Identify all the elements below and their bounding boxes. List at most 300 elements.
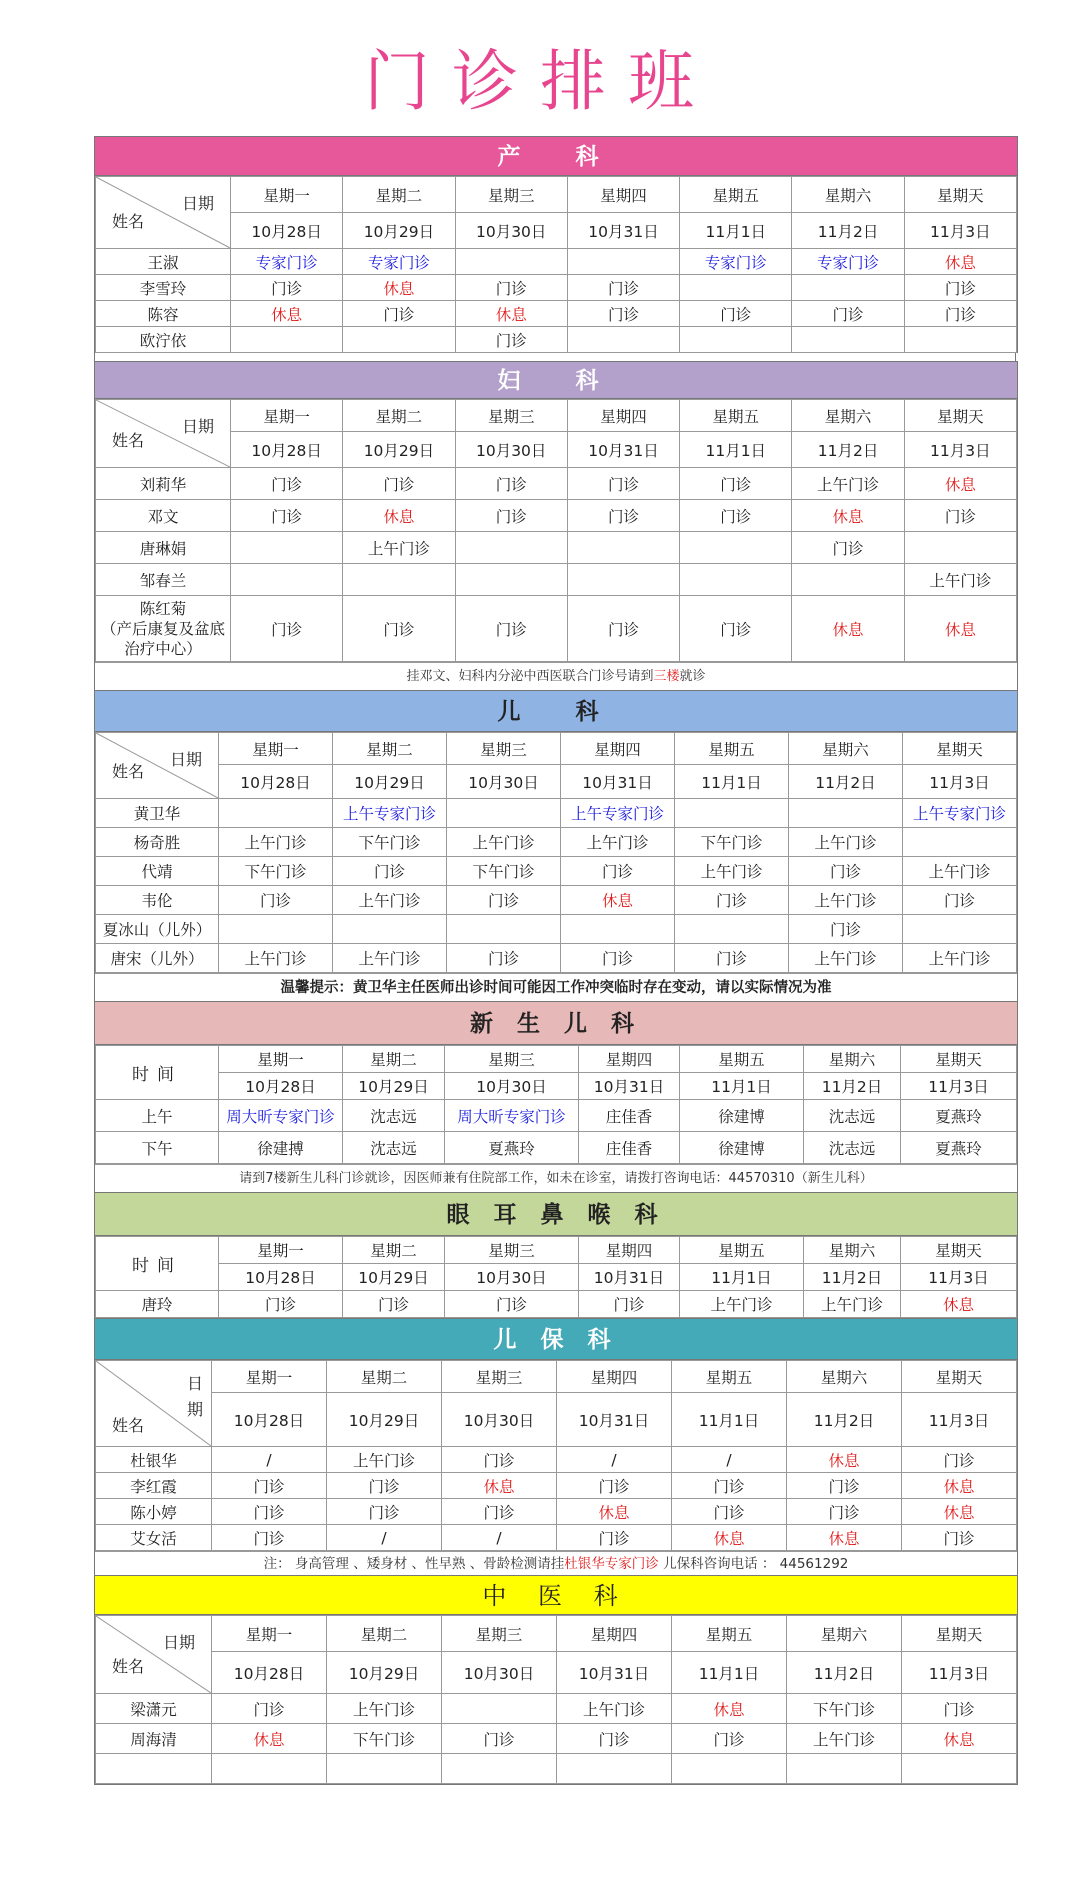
section-childcare: [94, 1318, 1018, 1575]
schedule-cell: [792, 327, 904, 353]
spacer: [94, 353, 1016, 361]
day-header: 星期五: [680, 1237, 804, 1264]
schedule-cell: 门诊: [557, 1473, 672, 1499]
schedule-cell: 上午门诊: [447, 828, 561, 857]
date-header: 11月2日: [792, 432, 904, 468]
date-header: 11月1日: [680, 1073, 804, 1100]
schedule-cell: 周大昕专家门诊: [219, 1100, 343, 1132]
schedule-cell: 上午专家门诊: [333, 799, 447, 828]
day-header: 星期二: [327, 1361, 442, 1393]
schedule-cell: 门诊: [680, 500, 792, 532]
day-header: 星期二: [343, 400, 455, 432]
pediatrics-note: 温馨提示：黄卫华主任医师出诊时间可能因工作冲突临时存在变动，请以实际情况为准: [95, 973, 1017, 1001]
schedule-cell: 门诊: [343, 1291, 445, 1318]
schedule-cell: 门诊: [343, 596, 455, 662]
schedule-cell: [455, 564, 567, 596]
section-neonatal: [94, 1001, 1018, 1192]
date-header: 11月3日: [902, 1393, 1017, 1447]
schedule-cell: [455, 249, 567, 275]
obstetrics-table: [95, 176, 1017, 353]
schedule-cell: 门诊: [219, 1291, 343, 1318]
table-row: [96, 564, 1017, 596]
schedule-cell: 休息: [231, 301, 343, 327]
doctor-name: 邓文: [96, 500, 231, 532]
day-header: 星期二: [343, 177, 455, 213]
schedule-cell: 休息: [792, 596, 904, 662]
note-highlight: 杜银华专家门诊: [564, 1556, 659, 1572]
schedule-cell: 休息: [343, 500, 455, 532]
date-header: 10月29日: [343, 432, 455, 468]
schedule-cell: [567, 327, 679, 353]
day-header: 星期三: [455, 177, 567, 213]
note-text: 就诊: [679, 669, 706, 684]
schedule-cell: /: [672, 1447, 787, 1473]
schedule-cell: [343, 327, 455, 353]
day-header: 星期五: [680, 400, 792, 432]
schedule-cell: [789, 799, 903, 828]
schedule-cell: 上午门诊: [789, 886, 903, 915]
schedule-cell: 门诊: [567, 500, 679, 532]
page-title: 门诊排班: [364, 43, 716, 120]
date-header: 11月2日: [804, 1264, 901, 1291]
day-header: 星期四: [567, 400, 679, 432]
day-header: 星期四: [557, 1361, 672, 1393]
date-header: 11月1日: [680, 432, 792, 468]
day-header: 星期一: [219, 1046, 343, 1073]
table-row: [96, 1724, 1017, 1754]
schedule-cell: 沈志远: [343, 1132, 445, 1164]
note-highlight: 三楼: [653, 669, 680, 684]
schedule-cell: 周大昕专家门诊: [445, 1100, 579, 1132]
schedule-cell: 门诊: [789, 857, 903, 886]
schedule-cell: 门诊: [557, 1525, 672, 1551]
schedule-cell: 门诊: [447, 944, 561, 973]
table-row: [96, 468, 1017, 500]
name-label: 姓名: [112, 762, 145, 781]
table-row: [96, 857, 1017, 886]
schedule-cell: [219, 915, 333, 944]
schedule-cell: 门诊: [333, 857, 447, 886]
schedule-cell: 门诊: [672, 1473, 787, 1499]
date-header: 10月31日: [557, 1652, 672, 1694]
table-row: [96, 532, 1017, 564]
note-text: 儿保科咨询电话 ： 44561292: [658, 1556, 849, 1572]
doctor-name: 梁潇元: [96, 1694, 212, 1724]
schedule-cell: [904, 532, 1016, 564]
schedule-cell: [567, 249, 679, 275]
schedule-cell: 门诊: [455, 468, 567, 500]
section-header-pediatrics: 儿 科: [95, 690, 1017, 732]
day-header: 星期五: [672, 1616, 787, 1652]
schedule-cell: 门诊: [327, 1499, 442, 1525]
schedule-cell: 门诊: [680, 301, 792, 327]
date-label-char: 期: [186, 1400, 203, 1419]
doctor-name: 夏冰山（儿外）: [96, 915, 219, 944]
schedule-cell: [902, 1754, 1017, 1784]
date-label-char: 日: [186, 1374, 203, 1393]
schedule-cell: [455, 532, 567, 564]
day-header: 星期二: [333, 733, 447, 765]
table-row: [96, 886, 1017, 915]
doctor-name: 杜银华: [96, 1447, 212, 1473]
schedule-container: [94, 136, 1016, 1785]
schedule-cell: 门诊: [579, 1291, 680, 1318]
schedule-cell: 门诊: [902, 1447, 1017, 1473]
schedule-cell: 上午门诊: [680, 1291, 804, 1318]
schedule-cell: 下午门诊: [219, 857, 333, 886]
schedule-cell: 门诊: [445, 1291, 579, 1318]
schedule-cell: /: [442, 1525, 557, 1551]
section-pediatrics: [94, 690, 1018, 1001]
schedule-cell: [792, 275, 904, 301]
schedule-cell: 门诊: [212, 1499, 327, 1525]
schedule-cell: [672, 1754, 787, 1784]
schedule-cell: /: [557, 1447, 672, 1473]
schedule-cell: 休息: [904, 249, 1016, 275]
date-header: 10月30日: [445, 1264, 579, 1291]
date-header: 10月29日: [333, 765, 447, 799]
schedule-cell: 门诊: [904, 500, 1016, 532]
section-header-ent: 眼 耳 鼻 喉 科: [95, 1192, 1017, 1236]
gynecology-note: [95, 662, 1017, 690]
date-header: 10月29日: [327, 1393, 442, 1447]
date-header: 11月3日: [904, 432, 1016, 468]
schedule-cell: 门诊: [447, 886, 561, 915]
day-header: 星期六: [787, 1361, 902, 1393]
table-row: [96, 327, 1017, 353]
schedule-cell: 夏燕玲: [901, 1132, 1017, 1164]
schedule-cell: 专家门诊: [680, 249, 792, 275]
date-header: 10月29日: [327, 1652, 442, 1694]
date-header: 11月2日: [792, 213, 904, 249]
schedule-cell: 休息: [902, 1473, 1017, 1499]
schedule-cell: 徐建博: [680, 1100, 804, 1132]
schedule-cell: 门诊: [675, 886, 789, 915]
schedule-cell: 门诊: [903, 886, 1017, 915]
schedule-cell: [557, 1754, 672, 1784]
day-header: 星期六: [792, 177, 904, 213]
section-header-tcm: 中 医 科: [95, 1575, 1017, 1615]
doctor-name: 陈小婷: [96, 1499, 212, 1525]
schedule-cell: 专家门诊: [792, 249, 904, 275]
schedule-cell: 门诊: [567, 301, 679, 327]
schedule-cell: 上午门诊: [557, 1694, 672, 1724]
date-header: 10月30日: [455, 432, 567, 468]
schedule-cell: 休息: [212, 1724, 327, 1754]
schedule-cell: 休息: [672, 1694, 787, 1724]
schedule-cell: 休息: [787, 1525, 902, 1551]
day-header: 星期二: [327, 1616, 442, 1652]
schedule-cell: 门诊: [231, 500, 343, 532]
schedule-cell: [680, 327, 792, 353]
schedule-cell: 上午门诊: [675, 857, 789, 886]
schedule-cell: [219, 799, 333, 828]
note-text: 挂邓文、妇科内分泌中西医联合门诊号请到: [406, 669, 654, 684]
date-label: 日期: [181, 417, 214, 436]
schedule-cell: 休息: [557, 1499, 672, 1525]
schedule-cell: [904, 327, 1016, 353]
day-header: 星期天: [902, 1616, 1017, 1652]
schedule-cell: 下午门诊: [327, 1724, 442, 1754]
doctor-name: 韦伦: [96, 886, 219, 915]
schedule-cell: [447, 915, 561, 944]
date-header: 10月30日: [442, 1652, 557, 1694]
table-row: [96, 944, 1017, 973]
date-header: 11月1日: [672, 1393, 787, 1447]
schedule-cell: 休息: [442, 1473, 557, 1499]
doctor-name: 邹春兰: [96, 564, 231, 596]
schedule-cell: 上午门诊: [904, 564, 1016, 596]
date-header: 11月1日: [680, 1264, 804, 1291]
day-header: 星期三: [442, 1616, 557, 1652]
schedule-cell: 专家门诊: [343, 249, 455, 275]
day-header: 星期二: [343, 1237, 445, 1264]
date-header: 10月31日: [579, 1264, 680, 1291]
schedule-cell: 门诊: [902, 1525, 1017, 1551]
schedule-cell: 休息: [902, 1724, 1017, 1754]
schedule-cell: 沈志远: [343, 1100, 445, 1132]
schedule-cell: 上午门诊: [561, 828, 675, 857]
neonatal-note: 请到7楼新生儿科门诊就诊，因医师兼有住院部工作，如未在诊室，请拨打咨询电话：44570310（新生儿科）: [95, 1164, 1017, 1192]
schedule-cell: [675, 915, 789, 944]
schedule-cell: 门诊: [792, 301, 904, 327]
schedule-cell: 上午门诊: [219, 944, 333, 973]
childcare-note: [95, 1551, 1017, 1575]
day-header: 星期一: [212, 1616, 327, 1652]
date-header: 10月31日: [557, 1393, 672, 1447]
schedule-cell: 门诊: [343, 301, 455, 327]
date-header: 10月30日: [442, 1393, 557, 1447]
section-header-childcare: 儿 保 科: [95, 1318, 1017, 1360]
date-header: 11月1日: [675, 765, 789, 799]
date-header: 10月30日: [445, 1073, 579, 1100]
schedule-cell: [447, 799, 561, 828]
schedule-cell: 门诊: [212, 1694, 327, 1724]
day-header: 星期四: [561, 733, 675, 765]
schedule-cell: 门诊: [561, 944, 675, 973]
date-header: 10月31日: [561, 765, 675, 799]
schedule-cell: 下午门诊: [787, 1694, 902, 1724]
schedule-cell: 门诊: [343, 468, 455, 500]
schedule-cell: [561, 915, 675, 944]
doctor-name: 王淑: [96, 249, 231, 275]
date-header: 10月28日: [212, 1393, 327, 1447]
day-header: 星期三: [445, 1237, 579, 1264]
table-row: [96, 275, 1017, 301]
day-header: 星期一: [219, 1237, 343, 1264]
day-header: 星期三: [447, 733, 561, 765]
schedule-cell: 上午专家门诊: [561, 799, 675, 828]
table-row: [96, 249, 1017, 275]
schedule-cell: 门诊: [327, 1473, 442, 1499]
name-label: 姓名: [112, 431, 145, 450]
day-header: 星期二: [343, 1046, 445, 1073]
schedule-cell: 门诊: [902, 1694, 1017, 1724]
schedule-cell: 上午专家门诊: [903, 799, 1017, 828]
date-header: 11月2日: [789, 765, 903, 799]
day-header: 星期一: [219, 733, 333, 765]
name-label: 姓名: [112, 1657, 145, 1676]
doctor-name: 周海清: [96, 1724, 212, 1754]
schedule-cell: [680, 564, 792, 596]
date-header: 10月31日: [567, 432, 679, 468]
schedule-cell: 门诊: [680, 468, 792, 500]
section-ent: [94, 1192, 1018, 1318]
doctor-name: 杨奇胜: [96, 828, 219, 857]
header-corner: [96, 177, 231, 249]
childcare-table: [95, 1360, 1017, 1551]
schedule-cell: 门诊: [680, 596, 792, 662]
schedule-cell: [903, 828, 1017, 857]
day-header: 星期一: [231, 400, 343, 432]
section-header-obstetrics: 产 科: [95, 136, 1017, 176]
schedule-cell: 上午门诊: [787, 1724, 902, 1754]
name-label: 姓名: [112, 212, 145, 231]
day-header: 星期四: [567, 177, 679, 213]
date-label: 日期: [162, 1633, 195, 1652]
schedule-cell: 门诊: [787, 1499, 902, 1525]
table-row: [96, 915, 1017, 944]
doctor-name: 欧泞依: [96, 327, 231, 353]
schedule-cell: 休息: [672, 1525, 787, 1551]
schedule-cell: 门诊: [455, 596, 567, 662]
schedule-cell: 上午门诊: [333, 886, 447, 915]
date-header: 11月3日: [903, 765, 1017, 799]
schedule-cell: [680, 532, 792, 564]
schedule-cell: 夏燕玲: [445, 1132, 579, 1164]
table-row: [96, 1694, 1017, 1724]
schedule-cell: 门诊: [561, 857, 675, 886]
schedule-cell: [333, 915, 447, 944]
day-header: 星期天: [904, 177, 1016, 213]
day-header: 星期五: [672, 1361, 787, 1393]
date-header: 10月28日: [231, 213, 343, 249]
schedule-cell: 上午门诊: [789, 944, 903, 973]
schedule-cell: 门诊: [904, 275, 1016, 301]
schedule-cell: 门诊: [567, 275, 679, 301]
schedule-cell: /: [212, 1447, 327, 1473]
doctor-name: 唐琳娟: [96, 532, 231, 564]
schedule-cell: 休息: [792, 500, 904, 532]
date-header: 11月1日: [680, 213, 792, 249]
date-header: 11月1日: [672, 1652, 787, 1694]
schedule-cell: 下午门诊: [675, 828, 789, 857]
header-corner: [96, 733, 219, 799]
table-row: [96, 1525, 1017, 1551]
table-row: [96, 1754, 1017, 1784]
schedule-cell: 下午门诊: [447, 857, 561, 886]
schedule-cell: 门诊: [789, 915, 903, 944]
doctor-name: 唐宋（儿外）: [96, 944, 219, 973]
schedule-cell: 门诊: [787, 1473, 902, 1499]
schedule-cell: 门诊: [231, 596, 343, 662]
schedule-cell: [231, 564, 343, 596]
note-text: 注： 身高管理 、矮身材 、性早熟 、骨龄检测请挂: [263, 1556, 565, 1572]
day-header: 星期六: [792, 400, 904, 432]
table-row: [96, 1499, 1017, 1525]
date-header: 10月28日: [231, 432, 343, 468]
date-header: 10月29日: [343, 1073, 445, 1100]
day-header: 星期天: [901, 1046, 1017, 1073]
doctor-name: 李雪玲: [96, 275, 231, 301]
schedule-cell: 上午门诊: [789, 828, 903, 857]
schedule-cell: 门诊: [792, 532, 904, 564]
schedule-cell: [442, 1754, 557, 1784]
date-header: 11月2日: [787, 1393, 902, 1447]
schedule-cell: 休息: [902, 1499, 1017, 1525]
schedule-cell: 门诊: [442, 1447, 557, 1473]
schedule-cell: [792, 564, 904, 596]
table-row: [96, 301, 1017, 327]
time-label: 时间: [96, 1046, 219, 1100]
schedule-cell: 门诊: [567, 596, 679, 662]
schedule-cell: 门诊: [455, 500, 567, 532]
schedule-cell: 门诊: [675, 944, 789, 973]
name-label: 姓名: [112, 1416, 145, 1435]
header-corner: [96, 400, 231, 468]
date-header: 11月2日: [787, 1652, 902, 1694]
schedule-cell: 沈志远: [804, 1132, 901, 1164]
schedule-cell: 徐建博: [680, 1132, 804, 1164]
ent-table: [95, 1236, 1017, 1318]
schedule-cell: 门诊: [567, 468, 679, 500]
schedule-cell: 门诊: [557, 1724, 672, 1754]
date-header: 10月29日: [343, 213, 455, 249]
doctor-name: 李红霞: [96, 1473, 212, 1499]
day-header: 星期六: [804, 1046, 901, 1073]
section-obstetrics: [94, 136, 1018, 353]
schedule-cell: 门诊: [219, 886, 333, 915]
schedule-cell: 上午门诊: [219, 828, 333, 857]
schedule-cell: 上午门诊: [343, 532, 455, 564]
day-header: 星期三: [442, 1361, 557, 1393]
schedule-cell: [675, 799, 789, 828]
schedule-cell: [442, 1694, 557, 1724]
date-header: 11月3日: [901, 1264, 1017, 1291]
schedule-cell: 下午门诊: [333, 828, 447, 857]
schedule-cell: 门诊: [212, 1525, 327, 1551]
date-header: 10月30日: [455, 213, 567, 249]
schedule-cell: 休息: [901, 1291, 1017, 1318]
date-label: 日期: [181, 194, 214, 213]
date-header: 10月28日: [219, 1073, 343, 1100]
time-label: 时间: [96, 1237, 219, 1291]
schedule-cell: 徐建搏: [219, 1132, 343, 1164]
schedule-cell: 门诊: [442, 1499, 557, 1525]
day-header: 星期四: [579, 1046, 680, 1073]
schedule-cell: 上午门诊: [792, 468, 904, 500]
schedule-cell: 门诊: [672, 1499, 787, 1525]
period-label: 上午: [96, 1100, 219, 1132]
schedule-cell: 上午门诊: [903, 944, 1017, 973]
date-label: 日期: [169, 750, 202, 769]
period-label: 下午: [96, 1132, 219, 1164]
day-header: 星期天: [904, 400, 1016, 432]
section-gynecology: [94, 361, 1018, 690]
day-header: 星期四: [557, 1616, 672, 1652]
day-header: 星期一: [231, 177, 343, 213]
table-row: [96, 596, 1017, 662]
day-header: 星期六: [787, 1616, 902, 1652]
schedule-cell: 门诊: [455, 275, 567, 301]
schedule-cell: 庄佳香: [579, 1132, 680, 1164]
header-corner: [96, 1616, 212, 1694]
date-header: 10月30日: [447, 765, 561, 799]
date-header: 11月2日: [804, 1073, 901, 1100]
schedule-cell: 休息: [343, 275, 455, 301]
schedule-cell: [567, 564, 679, 596]
day-header: 星期天: [903, 733, 1017, 765]
